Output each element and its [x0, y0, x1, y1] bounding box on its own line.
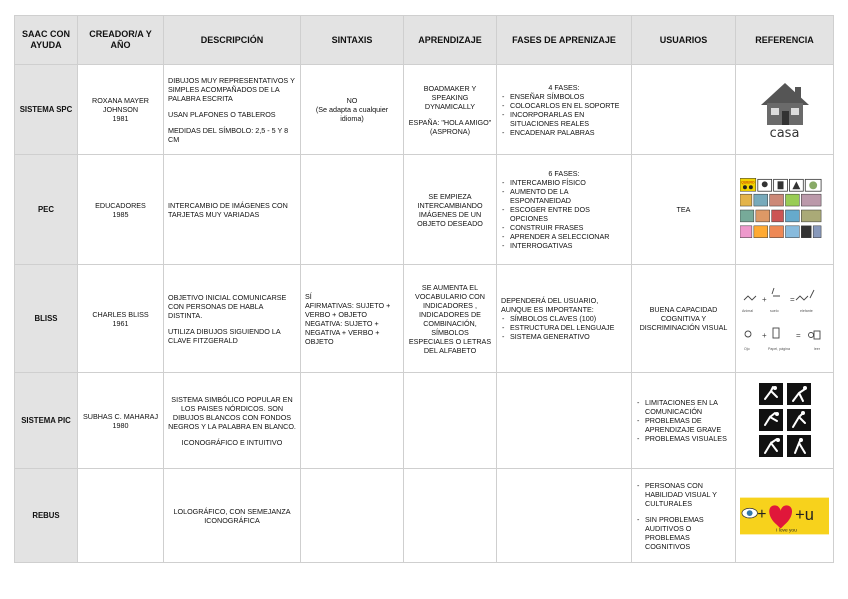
phase-item: - ESCOGER ENTRE DOS OPCIONES	[501, 205, 627, 223]
learning-line: ESPAÑA: "HOLA AMIGO" (ASPRONA)	[408, 117, 492, 136]
row-learning	[404, 65, 497, 155]
bliss-caption: Animal	[742, 308, 753, 313]
header-syntax: SINTAXIS	[301, 16, 404, 65]
table-row	[15, 469, 834, 563]
row-name: SISTEMA PIC	[15, 373, 78, 469]
house-icon	[757, 79, 813, 127]
row-syntax	[301, 155, 404, 265]
learning-line: SE AUMENTA EL VOCABULARIO CON INDICADORES , INDICADORES DE COMBINACIÓN, SÍMBOLOS ESPECIALES O LETRAS DEL ALFABETO	[408, 282, 492, 355]
header-description: DESCRIPCIÓN	[164, 16, 301, 65]
row-learning	[404, 155, 497, 265]
header-creator: CREADOR/A Y AÑO	[78, 16, 164, 65]
bliss-caption: elefante	[800, 308, 813, 313]
row-users	[632, 65, 736, 155]
header-learning: APRENDIZAJE	[404, 16, 497, 65]
header-reference: REFERENCIA	[736, 16, 834, 65]
row-phases	[497, 65, 632, 155]
row-syntax: NO (Se adapta a cualquier idioma)	[301, 65, 404, 155]
header-users: USUARIOS	[632, 16, 736, 65]
bliss-caption: Papel, página	[768, 346, 790, 351]
pic-pictograms-icon	[757, 381, 813, 461]
users-item: - PROBLEMAS DE APRENDIZAJE GRAVE	[636, 416, 731, 434]
users-line: BUENA CAPACIDAD COGNITIVA Y DISCRIMINACIÓN VISUAL	[639, 305, 728, 332]
header-phases: FASES DE APRENIZAJE	[497, 16, 632, 65]
rebus-i-love-you-icon	[740, 497, 829, 535]
svg-text:+: +	[762, 330, 767, 340]
row-learning	[404, 373, 497, 469]
row-syntax	[301, 469, 404, 563]
description-line: LOLOGRÁFICO, CON SEMEJANZA ICONOGRÁFICA	[173, 506, 291, 525]
phases-title: 6 FASES:	[548, 169, 580, 178]
description-line: ICONOGRÁFICO E INTUITIVO	[181, 437, 283, 447]
header-row	[15, 16, 834, 65]
phases-title: 4 FASES:	[548, 82, 580, 92]
syntax-text: SÍ AFIRMATIVAS: SUJETO + VERBO + OBJETO NEGATIVA: SUJETO + NEGATIVA + VERBO + OBJETO	[305, 291, 391, 346]
rebus-caption: I love you	[776, 527, 797, 533]
row-phases	[497, 469, 632, 563]
phase-item: - COLOCARLOS EN EL SOPORTE	[501, 101, 627, 110]
row-phases	[497, 265, 632, 373]
row-name: SISTEMA SPC	[15, 65, 78, 155]
row-reference	[736, 373, 834, 469]
description-line: MEDIDAS DEL SÍMBOLO: 2,5 - 5 Y 8 CM	[168, 125, 289, 144]
description-line: SISTEMA SIMBÓLICO POPULAR EN LOS PAISES NÓRDICOS. SON DIBUJOS BLANCOS CON FONDOS NEGROS Y LA PALABRA EN BLANCO.	[168, 394, 296, 431]
row-description	[164, 265, 301, 373]
row-description	[164, 373, 301, 469]
row-reference	[736, 265, 834, 373]
phase-item: - ENSEÑAR SÍMBOLOS	[501, 92, 627, 101]
row-users	[632, 373, 736, 469]
reference-word: casa	[769, 125, 800, 141]
saac-table	[14, 15, 834, 563]
phases-title: DEPENDERÁ DEL USUARIO, AUNQUE ES IMPORTANTE:	[501, 296, 599, 314]
description-line: OBJETIVO INICIAL COMUNICARSE CON PERSONAS DE HABLA DISTINTA.	[168, 292, 287, 320]
row-name: BLISS	[15, 265, 78, 373]
description-line: UTILIZA DIBUJOS SIGUIENDO LA CLAVE FITZGERALD	[168, 326, 281, 345]
table-row	[15, 65, 834, 155]
row-name: REBUS	[15, 469, 78, 563]
svg-text:+: +	[762, 294, 767, 304]
phase-item: - INTERCAMBIO FÍSICO	[501, 178, 627, 187]
table-row	[15, 373, 834, 469]
description-line: USAN PLAFONES O TABLEROS	[168, 109, 276, 119]
bliss-caption: Ojo	[744, 346, 750, 351]
users-item: - SIN PROBLEMAS AUDITIVOS O PROBLEMAS COGNITIVOS	[636, 515, 731, 551]
row-phases	[497, 155, 632, 265]
phase-item: - INCORPORARLAS EN SITUACIONES REALES	[501, 110, 627, 128]
pec-cards-icon	[740, 178, 829, 242]
row-description	[164, 155, 301, 265]
phase-item: - ESTRUCTURA DEL LENGUAJE	[501, 323, 627, 332]
svg-text:=: =	[790, 294, 795, 304]
row-users	[632, 469, 736, 563]
row-description	[164, 469, 301, 563]
phase-item: - CONSTRUIR FRASES	[501, 223, 627, 232]
learning-line: SE EMPIEZA INTERCAMBIANDO IMÁGENES DE UN OBJETO DESEADO	[417, 191, 483, 228]
svg-text:=: =	[796, 330, 801, 340]
users-item: - PROBLEMAS VISUALES	[636, 434, 731, 443]
table-row	[15, 155, 834, 265]
row-creator: EDUCADORES 1985	[78, 155, 164, 265]
phase-item: - AUMENTO DE LA ESPONTANEIDAD	[501, 187, 627, 205]
rebus-glyph: +u	[795, 505, 814, 524]
row-creator: SUBHAS C. MAHARAJ 1980	[78, 373, 164, 469]
header-saac: SAAC CON AYUDA	[15, 16, 78, 65]
row-users	[632, 265, 736, 373]
pec-card-word: QUIERO	[741, 179, 755, 184]
row-reference	[736, 155, 834, 265]
row-reference	[736, 65, 834, 155]
row-name: PEC	[15, 155, 78, 265]
phase-item: - ENCADENAR PALABRAS	[501, 128, 627, 137]
phase-item: - SISTEMA GENERATIVO	[501, 332, 627, 341]
phase-item: - APRENDER A SELECCIONAR	[501, 232, 627, 241]
row-users	[632, 155, 736, 265]
row-description	[164, 65, 301, 155]
row-syntax	[301, 373, 404, 469]
users-item: - PERSONAS CON HABILIDAD VISUAL Y CULTURALES	[636, 481, 731, 508]
svg-text:+: +	[757, 505, 767, 523]
description-line: INTERCAMBIO DE IMÁGENES CON TARJETAS MUY VARIADAS	[168, 200, 288, 219]
row-phases	[497, 373, 632, 469]
bliss-symbols-icon	[740, 278, 830, 358]
row-learning	[404, 469, 497, 563]
description-line: DIBUJOS MUY REPRESENTATIVOS Y SIMPLES ACOMPAÑADOS DE LA PALABRA ESCRITA	[168, 75, 295, 103]
phase-item: - INTERROGATIVAS	[501, 241, 627, 250]
row-creator: ROXANA MAYER JOHNSON 1981	[78, 65, 164, 155]
bliss-caption: leer	[814, 346, 820, 351]
table-row	[15, 265, 834, 373]
row-learning	[404, 265, 497, 373]
row-syntax	[301, 265, 404, 373]
users-item: - LIMITACIONES EN LA COMUNICACIÓN	[636, 398, 731, 416]
bliss-caption: suelo	[770, 308, 779, 313]
row-reference	[736, 469, 834, 563]
learning-line: BOADMAKER Y SPEAKING DYNAMICALLY	[423, 83, 477, 111]
row-creator: CHARLES BLISS 1961	[78, 265, 164, 373]
row-creator	[78, 469, 164, 563]
phase-item: - SÍMBOLOS CLAVES (100)	[501, 314, 627, 323]
users-line: TEA	[676, 205, 691, 214]
